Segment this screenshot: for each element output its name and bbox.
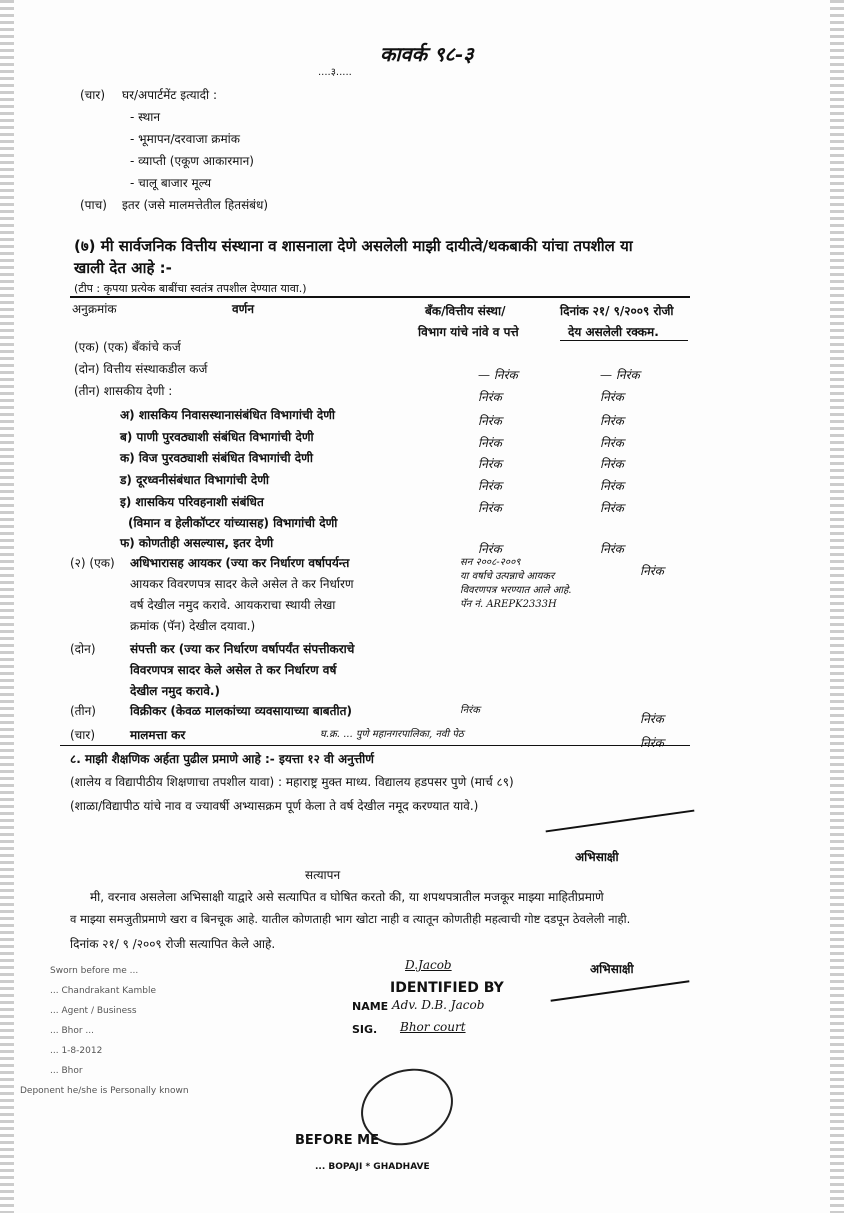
advocate-sign: D.Jacob [405,958,452,972]
tax-item-number: (तीन) [70,704,96,718]
tax-bank-note: सन २००८-२००९ [460,557,521,568]
liability-row-label: इ) शासकिय परिवहनाशी संबंधित [120,495,264,509]
divider [60,745,690,746]
notary-line: ... Bhor [50,1066,83,1076]
liabilities-heading-2: खाली देत आहे :- [74,259,172,277]
col-serial: अनुक्रमांक [72,302,117,316]
tax-item-number: (२) (एक) [70,556,115,570]
property-item: - भूमापन/दरवाजा क्रमांक [130,132,240,146]
handwritten-page-number: कावर्क ९८-३ [380,42,474,66]
scan-edge [0,0,14,1213]
verification-date: दिनांक २१/ ९ /२००९ रोजी सत्यापित केले आहे. [70,937,276,951]
liabilities-note: (टीप : कृपया प्रत्येक बाबींचा स्वतंत्र तपशील देण्यात यावा.) [74,282,307,295]
amount-value: निरंक [600,501,624,515]
amount-value: निरंक [600,390,624,404]
col-bank-2: विभाग यांचे नांवे व पत्ते [418,325,519,339]
tax-bank-note: पॅन नं. AREPK2333H [460,599,557,610]
tax-amount: निरंक [640,712,664,726]
property-item: - स्थान [130,110,161,124]
tax-item-text: आयकर विवरणपत्र सादर केले असेल ते कर निर्धारण [130,577,354,591]
tax-bank-note: घ.क्र. ... पुणे महानगरपालिका, नवी पेठ [320,729,464,740]
deponent-signature [546,810,695,833]
property-item-number: (चार) [80,88,105,102]
property-item: घर/अपार्टमेंट इत्यादी : [122,88,217,102]
liability-row-label: (विमान व हेलीकॉप्टर यांच्यासह) विभागांची देणी [128,516,338,530]
amount-value: निरंक [600,436,624,450]
tax-bank-note: या वर्षाचे उत्पन्नाचे आयकर [460,571,555,582]
education-line-2: (शालेय व विद्यापीठीय शिक्षणाचा तपशील यावा) : महाराष्ट्र मुक्त माध्य. विद्यालय हडपसर पुणे (मार्च ८९) [70,775,514,789]
col-bank: बँक/वित्तीय संस्था/ [425,304,506,318]
name-label: NAME [352,1000,389,1013]
col-amount-2: देय असलेली रक्कम. [568,325,659,339]
liability-row-label: (तीन) शासकीय देणी : [74,384,173,398]
tax-item-text: क्रमांक (पॅन) देखील दयावा.) [130,619,256,633]
col-description: वर्णन [232,302,255,316]
amount-value: — निरंक [600,368,640,382]
tax-item-text: मालमत्ता कर [130,728,186,742]
identified-by: IDENTIFIED BY [390,980,504,996]
advocate-name: Adv. D.B. Jacob [392,998,485,1012]
education-line-1: ८. माझी शैक्षणिक अर्हता पुढील प्रमाणे आहे :- इयत्ता १२ वी अनुत्तीर्ण [70,752,374,766]
court-label: SIG. [352,1023,378,1036]
liability-row-label: क) विज पुरवठ्याशी संबंधित विभागांची देणी [120,451,313,465]
property-item: - व्याप्ती (एकूण आकारमान) [130,154,254,168]
deponent-label: अभिसाक्षी [575,850,619,864]
verification-title: सत्यापन [305,868,341,882]
bank-value: निरंक [478,457,502,471]
notary-line: Sworn before me ... [50,966,139,976]
tax-item-text: विक्रीकर (केवळ मालकांच्या व्यवसायाच्या बाबतीत) [130,704,352,718]
notary-officer: ... BOPAJI * GHADHAVE [315,1162,430,1172]
scan-edge [830,0,844,1213]
liability-row-label: (एक) (एक) बँकांचे कर्ज [74,340,181,354]
notary-line: Deponent he/she is Personally known [20,1086,189,1096]
amount-value: निरंक [600,542,624,556]
notary-line: ... Bhor ... [50,1026,94,1036]
liability-row-label: (दोन) वित्तीय संस्थाकडील कर्ज [74,362,208,376]
tax-item-text: देखील नमुद करावे.) [130,684,220,698]
tax-item-text: संपत्ती कर (ज्या कर निर्धारण वर्षापर्यंत संपत्तीकराचे [130,642,355,656]
tax-item-text: वर्ष देखील नमुद करावे. आयकराचा स्थायी लेखा [130,598,336,612]
divider [560,340,688,341]
tax-bank-note: निरंक [460,705,480,716]
liability-row-label: ब) पाणी पुरवठ्याशी संबंधित विभागांची देणी [120,430,314,444]
page-marker: ....३..... [318,67,352,78]
amount-value: निरंक [600,457,624,471]
notary-line: ... Agent / Business [50,1006,137,1016]
col-amount: दिनांक २१/ ९/२००९ रोजी [560,304,674,318]
verification-deponent-label: अभिसाक्षी [590,962,634,976]
property-item: इतर (जसे मालमत्तेतील हितसंबंध) [122,198,269,212]
tax-amount: निरंक [640,564,664,578]
liability-row-label: फ) कोणतीही असल्यास, इतर देणी [120,536,274,550]
verification-text-1: मी, वरनाव असलेला अभिसाक्षी याद्वारे असे सत्यापित व घोषित करतो की, या शपथपत्रातील मजकूर माझ्या माहितीप्रमाणे [90,890,604,904]
verification-signature [551,980,690,1001]
tax-bank-note: विवरणपत्र भरण्यात आले आहे. [460,585,572,596]
bank-value: — निरंक [478,368,518,382]
court-name: Bhor court [400,1020,466,1034]
tax-item-number: (चार) [70,728,95,742]
property-item: - चालू बाजार मूल्य [130,176,212,190]
tax-item-text: अधिभारासह आयकर (ज्या कर निर्धारण वर्षापर्यन्त [130,556,350,570]
bank-value: निरंक [478,390,502,404]
bank-value: निरंक [478,436,502,450]
education-line-3: (शाळा/विद्यापीठ यांचे नाव व ज्यावर्षी अभ्यासक्रम पूर्ण केला ते वर्ष देखील नमूद करण्यात यावे.) [70,799,479,813]
tax-item-number: (दोन) [70,642,96,656]
liability-row-label: ड) दूरध्वनीसंबंधात विभागांची देणी [120,473,270,487]
notary-line: ... Chandrakant Kamble [50,986,157,996]
amount-value: निरंक [600,414,624,428]
bank-value: निरंक [478,542,502,556]
bank-value: निरंक [478,414,502,428]
tax-amount: निरंक [640,736,664,750]
bank-value: निरंक [478,479,502,493]
liabilities-heading: (७) मी सार्वजनिक वित्तीय संस्थाना व शासनाला देणे असलेली माझी दायीत्वे/थकबाकी यांचा तपशील या [74,237,633,255]
bank-value: निरंक [478,501,502,515]
before-me: BEFORE ME [295,1133,379,1148]
notary-line: ... 1-8-2012 [50,1046,103,1056]
divider [70,296,690,298]
amount-value: निरंक [600,479,624,493]
property-item-number: (पाच) [80,198,107,212]
verification-text-2: व माझ्या समजुतीप्रमाणे खरा व बिनचूक आहे. यातील कोणताही भाग खोटा नाही व त्यातून कोणतीही महत्वाची गोष्ट दडपून ठेवलेली नाही. [70,912,631,926]
liability-row-label: अ) शासकिय निवासस्थानासंबंधित विभागांची देणी [120,408,336,422]
tax-item-text: विवरणपत्र सादर केले असेल ते कर निर्धारण वर्ष [130,663,337,677]
